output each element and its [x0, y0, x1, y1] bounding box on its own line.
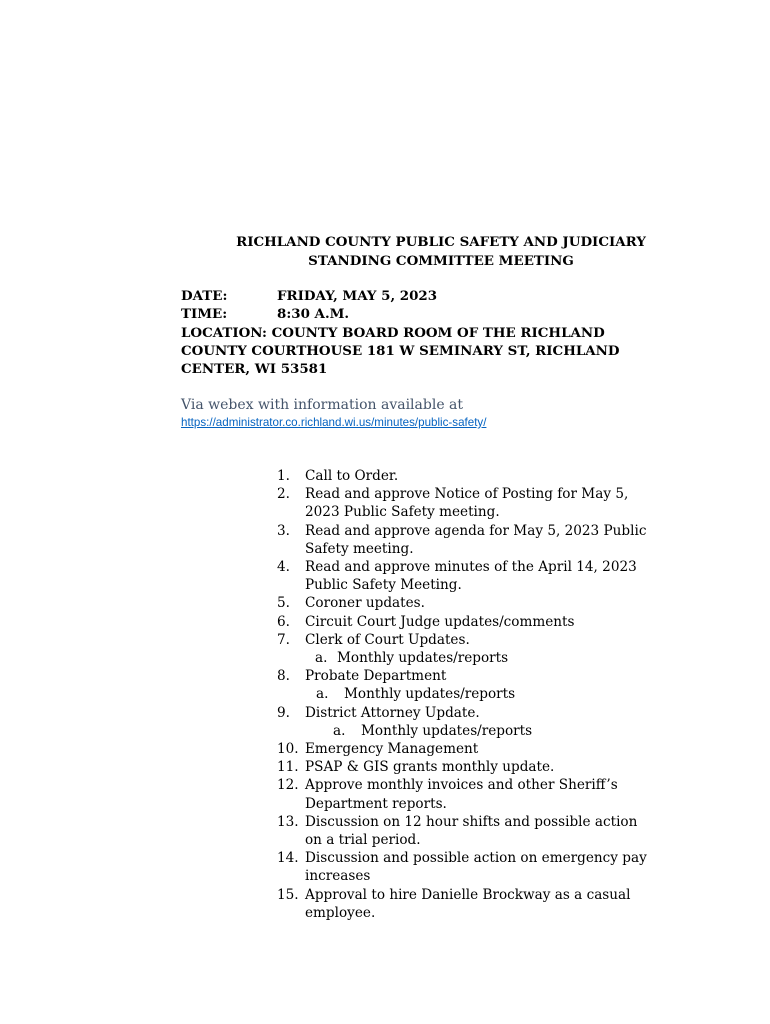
agenda-item-line: on a trial period.: [305, 832, 421, 849]
agenda-item: [277, 667, 677, 703]
agenda-item-text: [305, 467, 677, 485]
agenda-item-line: Emergency Management: [305, 741, 479, 758]
agenda-item-line: Probate Department: [305, 668, 447, 685]
agenda-item-text: [305, 667, 677, 703]
agenda-item-line: Call to Order.: [305, 468, 399, 484]
meeting-title: [150, 233, 732, 270]
agenda-item-number: 5.: [277, 595, 290, 612]
agenda-subitem-letter: a.: [315, 650, 328, 667]
title-line-1: RICHLAND COUNTY PUBLIC SAFETY AND JUDICIARY: [236, 234, 646, 250]
agenda-item: [277, 740, 677, 758]
date-label: DATE:: [181, 288, 228, 304]
agenda-item-number: 11.: [277, 759, 299, 776]
agenda-item-text: [305, 813, 677, 849]
agenda-item-line: District Attorney Update.: [305, 704, 480, 721]
webex-link[interactable]: https://administrator.co.richland.wi.us/minutes/public-safety/: [181, 416, 487, 429]
agenda-item: [277, 594, 677, 612]
agenda-item: [277, 776, 677, 812]
agenda-item-text: [305, 522, 677, 558]
agenda-item: [277, 886, 677, 922]
agenda-item-text: [305, 594, 677, 612]
title-line-2: STANDING COMMITTEE MEETING: [308, 252, 574, 269]
agenda-item-line: Read and approve agenda for May 5, 2023 Public: [305, 522, 647, 539]
agenda-item-line: employee.: [305, 904, 376, 921]
agenda-subitem-text: Monthly updates/reports: [361, 722, 533, 739]
agenda-item: [277, 522, 677, 558]
location-line-1: LOCATION: COUNTY BOARD ROOM OF THE RICHLAND: [181, 324, 605, 341]
time-label: TIME:: [181, 306, 228, 323]
date-row: [181, 287, 661, 305]
agenda-item-line: Coroner updates.: [305, 595, 425, 612]
agenda-item: [277, 758, 677, 776]
agenda-item-number: 7.: [277, 631, 290, 648]
agenda-item: [277, 813, 677, 849]
time-row: [181, 305, 661, 323]
agenda-item: [277, 467, 677, 485]
agenda-item-line: Circuit Court Judge updates/comments: [305, 613, 575, 630]
agenda-item-number: 2.: [277, 486, 290, 503]
date-value: FRIDAY, MAY 5, 2023: [277, 288, 438, 304]
agenda-item: [277, 485, 677, 521]
agenda-item-line: Discussion on 12 hour shifts and possible action: [305, 813, 638, 830]
agenda-subitem-text: Monthly updates/reports: [337, 650, 509, 667]
agenda-item-number: 4.: [277, 559, 290, 576]
agenda-item-line: Approval to hire Danielle Brockway as a casual: [305, 886, 631, 903]
webex-note: Via webex with information available at: [181, 397, 464, 413]
agenda-item-line: Department reports.: [305, 795, 447, 812]
agenda-item-number: 15.: [277, 886, 299, 903]
agenda-item-text: [305, 631, 677, 667]
agenda-item-text: [305, 704, 677, 740]
agenda-list: [277, 467, 677, 922]
agenda-item-text: [305, 849, 677, 885]
agenda-item-line: Clerk of Court Updates.: [305, 631, 470, 648]
agenda-item-number: 12.: [277, 777, 299, 794]
agenda-item-number: 3.: [277, 522, 290, 539]
agenda-item-number: 9.: [277, 704, 290, 721]
agenda-item-text: [305, 740, 677, 758]
agenda-item: [277, 558, 677, 594]
agenda-item: [277, 631, 677, 667]
agenda-item-line: Public Safety Meeting.: [305, 577, 462, 594]
agenda-subitem-text: Monthly updates/reports: [344, 686, 516, 703]
agenda-subitem: [333, 722, 677, 740]
agenda-item: [277, 704, 677, 740]
agenda-item-text: [305, 776, 677, 812]
agenda-item-text: [305, 613, 677, 631]
meeting-details: [181, 287, 661, 378]
agenda-item-line: Read and approve minutes of the April 14, 2023: [305, 559, 637, 576]
agenda-item-number: 13.: [277, 813, 299, 830]
agenda-item-line: 2023 Public Safety meeting.: [305, 504, 500, 521]
agenda-item-number: 10.: [277, 741, 299, 758]
agenda-subitem: [315, 649, 677, 667]
agenda-subitem: [316, 685, 677, 703]
agenda-item-line: Approve monthly invoices and other Sheriff’s: [305, 777, 618, 794]
agenda-item-text: [305, 485, 677, 521]
agenda-item-number: 1.: [277, 468, 290, 484]
agenda-item-text: [305, 558, 677, 594]
agenda-item-number: 6.: [277, 613, 290, 630]
location-line-2: COUNTY COURTHOUSE 181 W SEMINARY ST, RICHLAND: [181, 342, 620, 359]
agenda-item-text: [305, 886, 677, 922]
agenda-subitem-letter: a.: [333, 722, 346, 739]
agenda-item-line: Read and approve Notice of Posting for May 5,: [305, 486, 629, 503]
time-value: 8:30 A.M.: [277, 306, 350, 323]
agenda-item-line: Discussion and possible action on emergency pay: [305, 850, 647, 867]
location-line-3: CENTER, WI 53581: [181, 361, 328, 378]
agenda-item-line: increases: [305, 868, 371, 885]
agenda-item-line: PSAP & GIS grants monthly update.: [305, 759, 555, 776]
agenda-item-number: 14.: [277, 850, 299, 867]
agenda-item-text: [305, 758, 677, 776]
agenda-item: [277, 849, 677, 885]
agenda-subitem-letter: a.: [316, 686, 329, 703]
agenda-item-number: 8.: [277, 668, 290, 685]
agenda-item-line: Safety meeting.: [305, 540, 414, 557]
agenda-item: [277, 613, 677, 631]
